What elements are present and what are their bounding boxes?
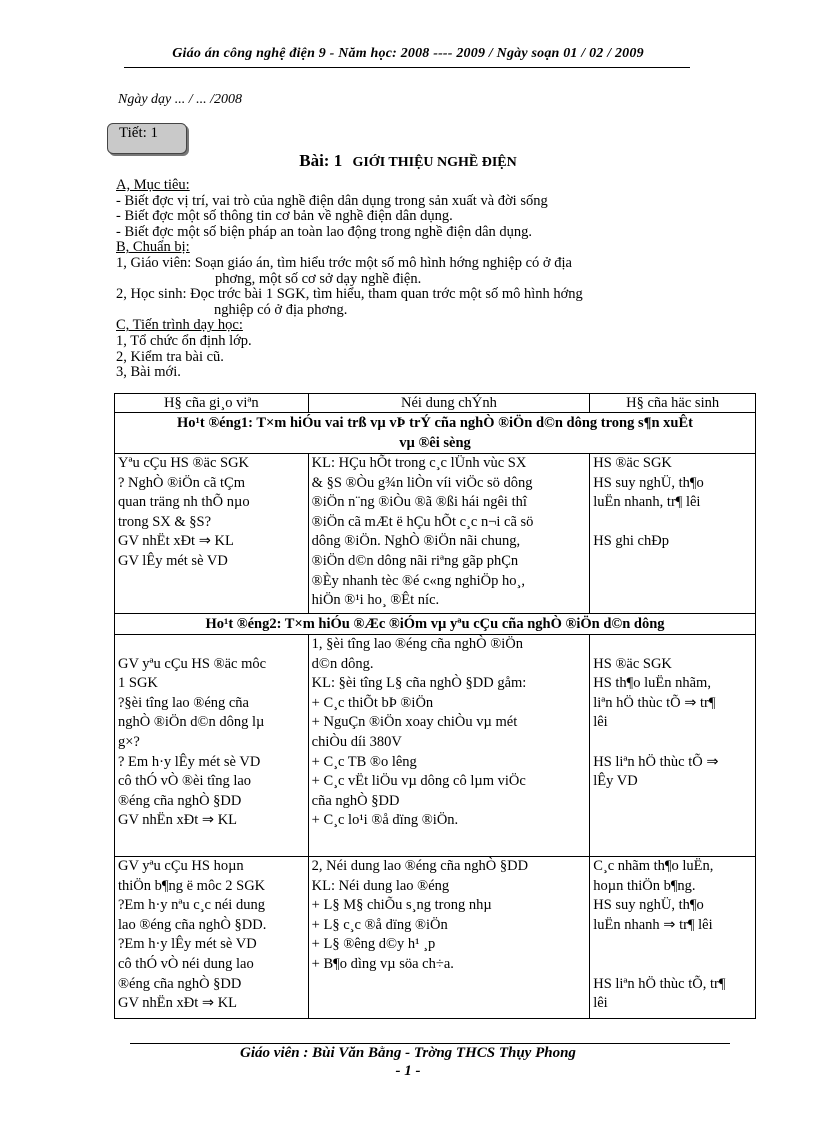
preparation-item: nghiệp có ở địa phơng.	[214, 301, 348, 318]
section-b-heading: B, Chuẩn bị:	[116, 239, 190, 256]
cell-line: GV nhËn xÐt ⇒ KL	[118, 812, 238, 829]
content-cell	[308, 635, 590, 857]
cell-line: GV yªu cÇu HS hoµn	[118, 858, 244, 874]
header-divider	[124, 67, 690, 68]
cell-line: ?§èi tîng lao ®éng cña	[118, 694, 249, 711]
cell-line: quan träng nh thÕ nµo	[118, 494, 250, 511]
cell-line: HS liªn hÖ thùc tÕ, tr¶	[593, 975, 726, 992]
cell-line: + C¸c thiÕt bÞ ®iÖn	[311, 694, 434, 711]
page-number: - 1 -	[395, 1063, 421, 1079]
procedure-item: 3, Bài mới.	[116, 364, 181, 381]
cell-line: hoµn thiÖn b¶ng.	[593, 877, 696, 894]
cell-line: 2, Néi dung lao ®éng cña nghÒ §DD	[311, 858, 529, 874]
procedure-item: 1, Tổ chức ổn định lớp.	[116, 332, 252, 349]
cell-line: + C¸c vËt liÖu vµ dông cô lµm viÖc	[311, 773, 526, 790]
cell-line: + C¸c TB ®o lêng	[311, 753, 417, 770]
cell-line: hiÖn ®¹i ho¸ ®Êt níc.	[311, 592, 440, 609]
preparation-item: 2, Học sinh: Đọc trớc bài 1 SGK, tìm hiểu, tham quan trớc một số mô hình hớng	[116, 286, 583, 303]
cell-line: cña nghÒ §DD	[311, 792, 400, 809]
lesson-name: GIỚI THIỆU NGHỀ ĐIỆN	[352, 155, 517, 170]
cell-line: ? Em h·y lÊy mét sè VD	[118, 753, 261, 770]
cell-line: dông ®iÖn. NghÒ ®iÖn nãi chung,	[311, 533, 521, 550]
cell-line: HS ®äc SGK	[593, 655, 672, 672]
cell-line: KL: HÇu hÕt trong c¸c lÜnh vùc SX	[311, 455, 527, 471]
cell-line	[593, 955, 752, 975]
cell-line: GV nhËn xÐt ⇒ KL	[118, 995, 238, 1012]
cell-line: 1, §èi tîng lao ®éng cña nghÒ ®iÖn	[311, 636, 523, 652]
student-cell	[590, 857, 756, 1019]
student-cell	[590, 454, 756, 614]
cell-line: cô thÓ vÒ ®èi tîng lao	[118, 773, 252, 790]
cell-line	[593, 635, 752, 655]
cell-line: 1 SGK	[118, 675, 158, 692]
cell-line	[593, 935, 752, 955]
cell-line: HS th¶o luËn nhãm,	[593, 675, 711, 692]
cell-line: ? NghÒ ®iÖn cã tÇm	[118, 474, 245, 491]
footer-divider	[130, 1043, 730, 1044]
lesson-sections	[116, 178, 756, 381]
cell-line: ?Em h·y nªu c¸c néi dung	[118, 897, 265, 914]
cell-line: luËn nhanh ⇒ tr¶ lêi	[593, 916, 713, 933]
header-student: H§ cña häc sinh	[590, 394, 756, 413]
cell-line: lêi	[593, 995, 608, 1012]
cell-line: lao ®éng cña nghÒ §DD.	[118, 916, 267, 933]
lesson-number: Bài: 1	[299, 151, 343, 170]
cell-line: ®éng cña nghÒ §DD	[118, 792, 242, 809]
cell-line: ®éng cña nghÒ §DD	[118, 975, 242, 992]
cell-line: + C¸c lo¹i ®å dïng ®iÖn.	[311, 812, 459, 829]
cell-line: nghÒ ®iÖn d©n dông lµ	[118, 714, 265, 731]
table-row	[115, 454, 756, 614]
cell-line: trong SX & §S?	[118, 513, 212, 530]
objective-item: - Biết đợc vị trí, vai trò của nghề điện dân dụng trong sản xuất và đời sống	[116, 192, 548, 209]
cell-line: ®iÖn d©n dông nãi riªng gãp phÇn	[311, 552, 519, 569]
cell-line: + L§ c¸c ®å dïng ®iÖn	[311, 916, 448, 933]
section-c-heading: C, Tiến trình dạy học:	[116, 317, 243, 334]
teacher-cell	[115, 454, 309, 614]
cell-line: ?Em h·y lÊy mét sè VD	[118, 936, 257, 953]
cell-line: lÊy VD	[593, 773, 638, 790]
cell-line: HS ghi chÐp	[593, 533, 669, 550]
activity-row	[115, 614, 756, 635]
teaching-date: Ngày dạy ... / ... /2008	[118, 92, 243, 107]
cell-line: Yªu cÇu HS ®äc SGK	[118, 455, 250, 471]
content-cell	[308, 454, 590, 614]
cell-line: HS liªn hÖ thùc tÕ ⇒	[593, 753, 719, 770]
activity-row	[115, 413, 756, 454]
student-cell	[590, 635, 756, 857]
cell-line: + L§ ®êng d©y h¹ ¸p	[311, 936, 436, 953]
cell-line: g×?	[118, 733, 140, 750]
cell-line: KL: §èi tîng L§ cña nghÒ §DD gåm:	[311, 675, 527, 692]
activity-2-heading: Ho¹t ®éng2: T×m hiÓu ®Æc ®iÓm vµ yªu cÇu cña nghÒ ®iÖn d©n dông	[115, 614, 756, 635]
cell-line: cô thÓ vÒ néi dung lao	[118, 955, 254, 972]
cell-line: liªn hÖ thùc tÕ ⇒ tr¶	[593, 694, 716, 711]
cell-line: + B¶o dìng vµ söa ch÷a.	[311, 955, 454, 972]
cell-line: ®Èy nhanh tèc ®é c«ng nghiÖp ho¸,	[311, 572, 525, 589]
cell-line: thiÖn b¶ng ë môc 2 SGK	[118, 877, 266, 894]
cell-line: HS suy nghÜ, th¶o	[593, 897, 704, 914]
cell-line: HS suy nghÜ, th¶o	[593, 474, 704, 491]
activity-1-line: vµ ®êi sèng	[399, 435, 471, 451]
cell-line: & §S ®Òu g¾n liÒn víi viÖc sö dông	[311, 474, 533, 491]
cell-line: HS ®äc SGK	[593, 455, 672, 471]
cell-line: chiÒu díi 380V	[311, 733, 402, 750]
activity-1-line: Ho¹t ®éng1: T×m hiÓu vai trß vµ vÞ trÝ cña nghÒ ®iÖn d©n dông trong s¶n xuÊt	[177, 415, 693, 431]
content-cell	[308, 857, 590, 1019]
header-content: Néi dung chÝnh	[308, 394, 590, 413]
cell-line: KL: Néi dung lao ®éng	[311, 877, 450, 894]
cell-line: luËn nhanh, tr¶ lêi	[593, 494, 701, 511]
activity-1-heading	[115, 413, 756, 454]
table-header-row	[115, 394, 756, 413]
cell-line: GV lÊy mét sè VD	[118, 552, 228, 569]
teacher-cell	[115, 635, 309, 857]
procedure-item: 2, Kiểm tra bài cũ.	[116, 348, 224, 365]
cell-line: lêi	[593, 714, 608, 731]
teacher-cell	[115, 857, 309, 1019]
lesson-title	[0, 151, 816, 171]
cell-line: d©n dông.	[311, 655, 374, 672]
preparation-item: phơng, một số cơ sở dạy nghề điện.	[215, 270, 422, 287]
preparation-item: 1, Giáo viên: Soạn giáo án, tìm hiểu trớc một số mô hình hớng nghiệp có ở địa	[116, 254, 572, 271]
cell-line: ®iÖn n¨ng ®iÒu ®ã ®ßi hái ngêi thî	[311, 494, 527, 511]
period-badge: Tiết: 1	[107, 123, 187, 154]
cell-line	[593, 733, 752, 753]
objective-item: - Biết đợc một số thông tin cơ bản về nghề điện dân dụng.	[116, 208, 453, 225]
page-footer: Giáo viên : Bùi Văn Bằng - Trờng THCS Thụy Phong	[240, 1045, 576, 1061]
cell-line: GV yªu cÇu HS ®äc môc	[118, 655, 267, 672]
cell-line	[118, 635, 305, 655]
cell-line: ®iÖn cã mÆt ë hÇu hÕt c¸c n¬i cã sö	[311, 513, 534, 530]
cell-line: GV nhËt xÐt ⇒ KL	[118, 533, 234, 550]
table-row	[115, 857, 756, 1019]
objective-item: - Biết đợc một số biện pháp an toàn lao động trong nghề điện dân dụng.	[116, 223, 533, 240]
cell-line: + NguÇn ®iÖn xoay chiÒu vµ mét	[311, 714, 518, 731]
cell-line: + L§ M§ chiÕu s¸ng trong nhµ	[311, 897, 492, 914]
header-teacher: H§ cña gi¸o viªn	[115, 394, 309, 413]
lesson-table	[114, 393, 756, 1019]
section-a-heading: A, Mục tiêu:	[116, 177, 190, 193]
cell-line: C¸c nhãm th¶o luËn,	[593, 858, 714, 874]
table-row	[115, 635, 756, 857]
cell-line	[593, 513, 752, 533]
page-header: Giáo án công nghệ điện 9 - Năm học: 2008 ---- 2009 / Ngày soạn 01 / 02 / 2009	[172, 46, 644, 61]
